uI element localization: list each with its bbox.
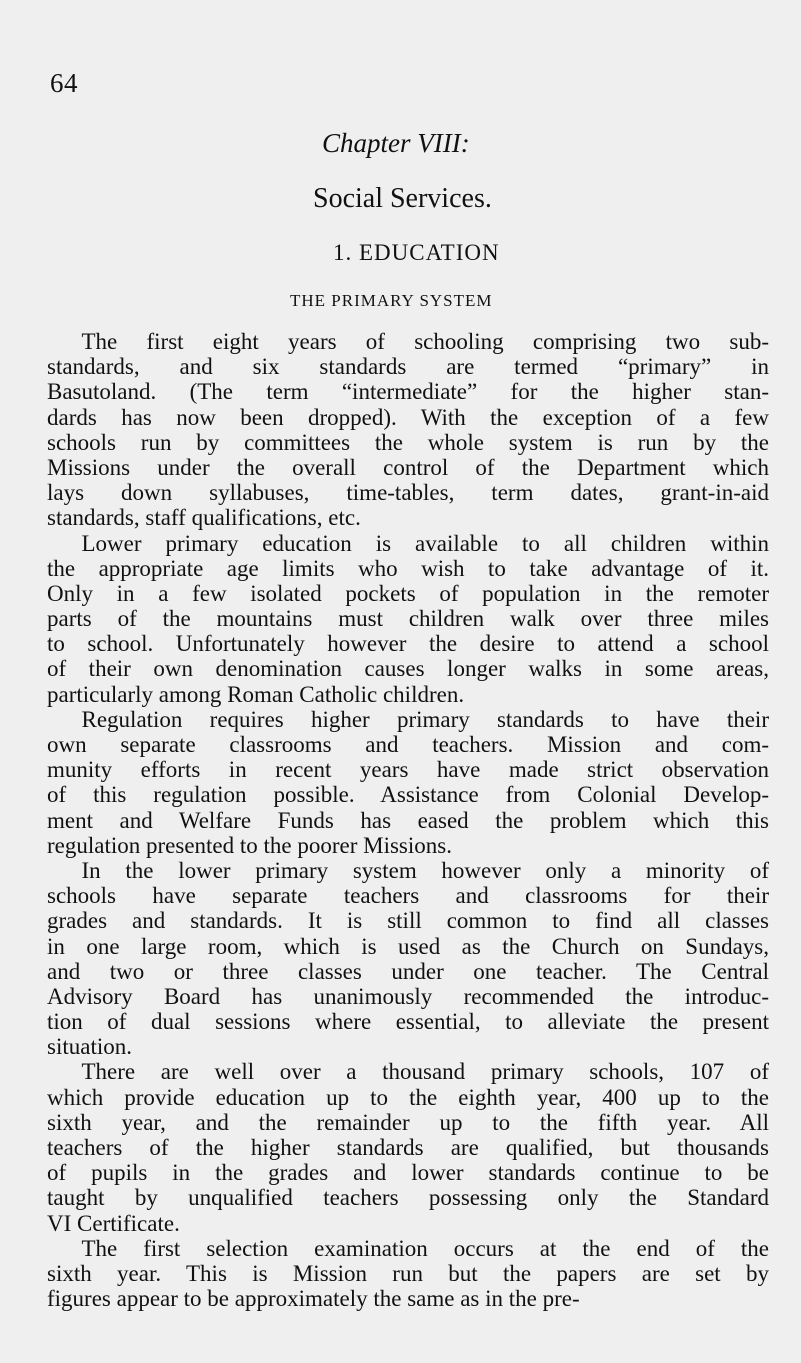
- text-line: parts of the mountains must children walk over three miles: [47, 606, 769, 632]
- text-line: Regulation requires higher primary standards to have their: [47, 706, 769, 732]
- text-line: The first eight years of schooling comprising two sub-: [47, 329, 769, 354]
- text-line: of this regulation possible. Assistance from Colonial Develop-: [47, 782, 769, 808]
- paragraph: [47, 329, 769, 531]
- chapter-heading: Chapter VIII:: [322, 128, 470, 158]
- text-line: tion of dual sessions where essential, to alleviate the present: [47, 1009, 769, 1035]
- text-line: In the lower primary system however only a minority of: [47, 857, 769, 883]
- text-line: VI Certificate.: [47, 1210, 180, 1236]
- page-number: 64: [50, 68, 78, 98]
- paragraph: [47, 1236, 769, 1312]
- text-line: to school. Unfortunately however the desire to attend a school: [47, 631, 769, 657]
- text-line: figures appear to be approximately the same as in the pre-: [47, 1286, 580, 1312]
- text-line: the appropriate age limits who wish to take advantage of it.: [47, 555, 769, 581]
- text-line: teachers of the higher standards are qualified, but thousands: [47, 1135, 769, 1160]
- text-line: munity efforts in recent years have made strict observation: [47, 757, 769, 783]
- text-line: which provide education up to the eighth year, 400 up to the: [47, 1084, 769, 1110]
- text-line: taught by unqualified teachers possessing only the Standard: [47, 1185, 769, 1211]
- text-line: own separate classrooms and teachers. Mission and com-: [47, 732, 769, 757]
- body-text: [47, 329, 769, 1311]
- chapter-title: Social Services.: [313, 183, 492, 214]
- text-line: and two or three classes under one teacher. The Central: [47, 958, 769, 984]
- text-line: sixth year, and the remainder up to the fifth year. All: [47, 1109, 769, 1135]
- text-line: regulation presented to the poorer Missions.: [47, 832, 452, 858]
- text-line: Lower primary education is available to all children within: [47, 530, 769, 556]
- text-line: situation.: [47, 1034, 132, 1060]
- text-line: grades and standards. It is still common to find all classes: [47, 908, 769, 934]
- text-line: particularly among Roman Catholic children.: [47, 681, 465, 707]
- text-line: Advisory Board has unanimously recommended the introduc-: [47, 983, 769, 1009]
- paragraph: [47, 707, 769, 858]
- text-line: dards has now been dropped). With the exception of a few: [47, 404, 769, 430]
- text-line: standards, staff qualifications, etc.: [47, 505, 361, 531]
- text-line: of pupils in the grades and lower standards continue to be: [47, 1160, 769, 1186]
- text-line: sixth year. This is Mission run but the papers are set by: [47, 1260, 769, 1286]
- text-line: in one large room, which is used as the Church on Sundays,: [47, 933, 769, 959]
- text-line: Basutoland. (The term “intermediate” for the higher stan-: [47, 379, 769, 405]
- paragraph: [47, 1059, 769, 1235]
- text-line: There are well over a thousand primary schools, 107 of: [47, 1059, 769, 1085]
- text-line: Only in a few isolated pockets of population in the remoter: [47, 580, 769, 606]
- text-line: schools run by committees the whole system is run by the: [47, 429, 769, 455]
- paragraph: [47, 858, 769, 1060]
- text-line: The first selection examination occurs at the end of the: [47, 1235, 769, 1261]
- subsection-heading: THE PRIMARY SYSTEM: [290, 291, 493, 310]
- text-line: schools have separate teachers and classrooms for their: [47, 883, 769, 909]
- text-line: standards, and six standards are termed “primary” in: [47, 354, 769, 380]
- text-line: Missions under the overall control of the Department which: [47, 454, 769, 480]
- text-line: ment and Welfare Funds has eased the problem which this: [47, 807, 769, 833]
- text-line: of their own denomination causes longer walks in some areas,: [47, 656, 769, 682]
- paragraph: [47, 531, 769, 707]
- section-heading: 1. EDUCATION: [333, 240, 500, 265]
- text-line: lays down syllabuses, time-tables, term dates, grant-in-aid: [47, 480, 769, 506]
